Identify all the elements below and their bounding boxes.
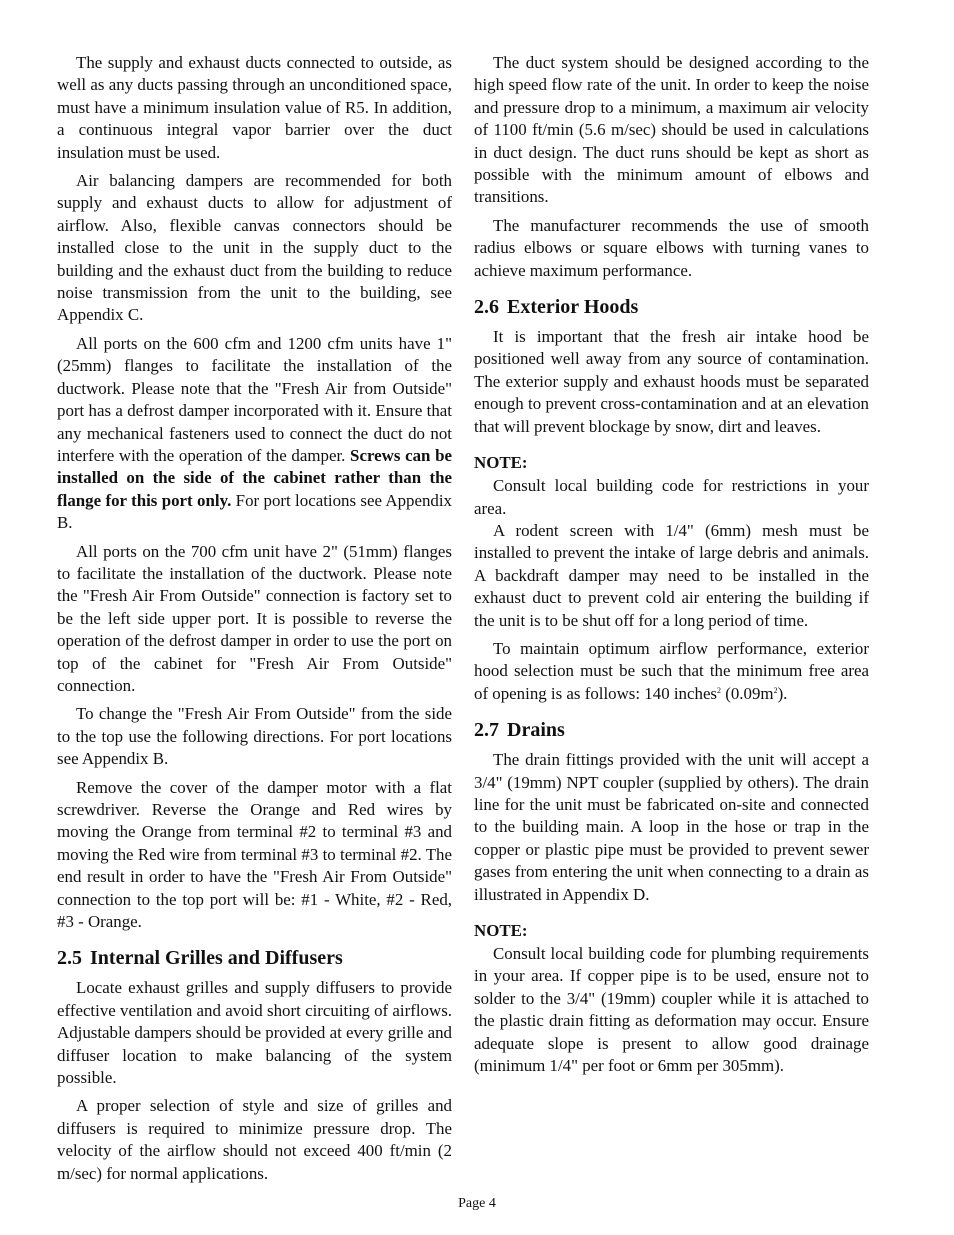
superscript-2: 2: [773, 685, 778, 695]
paragraph-port-flanges-600-1200: [57, 333, 452, 535]
paragraph-damper-wiring: Remove the cover of the damper motor with a flat screwdriver. Reverse the Orange and Red wires by moving the Orange from terminal #2 to terminal #3 and moving the Red wire from terminal #3 to terminal #2. The end result in order to have the "Fresh Air From Outside" connection to the top port will be: #1 - White, #2 - Red, #3 - Orange.: [57, 777, 452, 932]
section-heading-internal-grilles: [57, 946, 452, 970]
note-building-code: Consult local building code for restrictions in your area.: [474, 476, 869, 518]
paragraph-grilles-location: Locate exhaust grilles and supply diffusers to provide effective ventilation and avoid short circuiting of airflows. Adjustable dampers should be provided at every grille and diffuser location to make balancing of the system possible.: [57, 978, 452, 1088]
page-number: Page 4: [458, 1196, 496, 1211]
paragraph-hood-free-area: [474, 638, 869, 705]
section-number: 2.6: [474, 296, 499, 319]
screws-warning-bold: Screws can be installed on the side of the cabinet rather than the flange for this port only.: [57, 445, 452, 510]
note-label: NOTE:: [474, 453, 528, 473]
section-title: Internal Grilles and Diffusers: [90, 947, 343, 970]
paragraph-rodent-screen: A rodent screen with 1/4" (6mm) mesh must be installed to prevent the intake of large debris and animals. A backdraft damper may need to be installed in the exhaust duct to prevent cold air entering the building if the unit is to be shut off for a long period of time.: [474, 520, 869, 630]
paragraph-grilles-selection: A proper selection of style and size of grilles and diffusers is required to minimize pressure drop. The velocity of the airflow should not exceed 400 ft/min (2 m/sec) for normal applications.: [57, 1096, 452, 1183]
free-area-text-a: To maintain optimum airflow performance, exterior hood selection must be such that the minimum free area of opening is as follows: 140 inches: [474, 638, 869, 703]
paragraph-drain-fittings: The drain fittings provided with the unit will accept a 3/4" (19mm) NPT coupler (supplied by others). The drain line for the unit must be fabricated on-site and connected to the building main. A loop in the hose or trap in the copper or plastic pipe must be provided to prevent sewer gases from entering the unit when connecting to a drain as illustrated in Appendix D.: [474, 750, 869, 904]
paragraph-duct-system-design: The duct system should be designed according to the high speed flow rate of the unit. In order to keep the noise and pressure drop to a minimum, a maximum air velocity of 1100 ft/min (5.6 m/sec) should be used in calculations in duct design. The duct runs should be kept as short as possible with the minimum amount of elbows and transitions.: [474, 53, 869, 207]
free-area-text-b: (0.09m: [721, 683, 774, 703]
free-area-text-c: ).: [777, 683, 788, 703]
note-label: NOTE:: [474, 921, 528, 940]
port-flanges-text-a: All ports on the 600 cfm and 1200 cfm units have 1" (25mm) flanges to facilitate the installation of the ductwork. Please note that the "Fresh Air from Outside" port has a defrost damper incorporated with it. Ensure that any mechanical fasteners used to connect the duct do not interfere with the operation of the damper.: [57, 333, 452, 465]
paragraph-change-fresh-air-port: To change the "Fresh Air From Outside" from the side to the top use the following directions. For port locations see Appendix B.: [57, 704, 452, 769]
port-flanges-text-b: For port locations see Appendix B.: [57, 490, 453, 533]
paragraph-duct-insulation: The supply and exhaust ducts connected to outside, as well as any ducts passing through an unconditioned space, must have a minimum insulation value of R5. In addition, a continuous integral vapor barrier over the duct insulation must be used.: [57, 53, 452, 162]
paragraph-intake-hood-position: It is important that the fresh air intake hood be positioned well away from any source of contamination. The exterior supply and exhaust hoods must be separated enough to prevent cross-contamination and at an elevation that will prevent blockage by snow, dirt and leaves.: [474, 327, 869, 436]
section-heading-exterior-hoods: [474, 295, 869, 319]
section-heading-drains: [474, 718, 869, 742]
paragraph-air-balancing-dampers: Air balancing dampers are recommended for both supply and exhaust ducts to allow for adjustment of airflow. Also, flexible canvas connectors should be installed close to the unit in the supply duct to the building and the exhaust duct from the building to reduce noise transmission from the unit to the building, see Appendix C.: [57, 171, 452, 325]
section-title: Exterior Hoods: [507, 296, 639, 319]
left-column: [57, 52, 452, 1185]
paragraph-elbows-recommendation: The manufacturer recommends the use of smooth radius elbows or square elbows with turning vanes to achieve maximum performance.: [474, 215, 869, 280]
section-number: 2.7: [474, 719, 499, 742]
note-plumbing-code: Consult local building code for plumbing requirements in your area. If copper pipe is to be used, ensure not to solder to the 3/4" (19mm) coupler while it is attached to the plastic drain fitting as deformation may occur. Ensure adequate slope is present to allow good drainage (minimum 1/4" per foot or 6mm per 305mm).: [474, 944, 869, 1076]
right-column: [474, 52, 869, 1077]
section-title: Drains: [507, 719, 565, 742]
section-number: 2.5: [57, 947, 82, 970]
superscript-2: 2: [717, 685, 722, 695]
paragraph-port-flanges-700: All ports on the 700 cfm unit have 2" (51mm) flanges to facilitate the installation of the ductwork. Please note the "Fresh Air From Outside" connection is factory set to be the left side upper port. It is possible to reverse the operation of the defrost damper in order to use the port on top of the cabinet for "Fresh Air From Outside" connection.: [57, 541, 452, 695]
